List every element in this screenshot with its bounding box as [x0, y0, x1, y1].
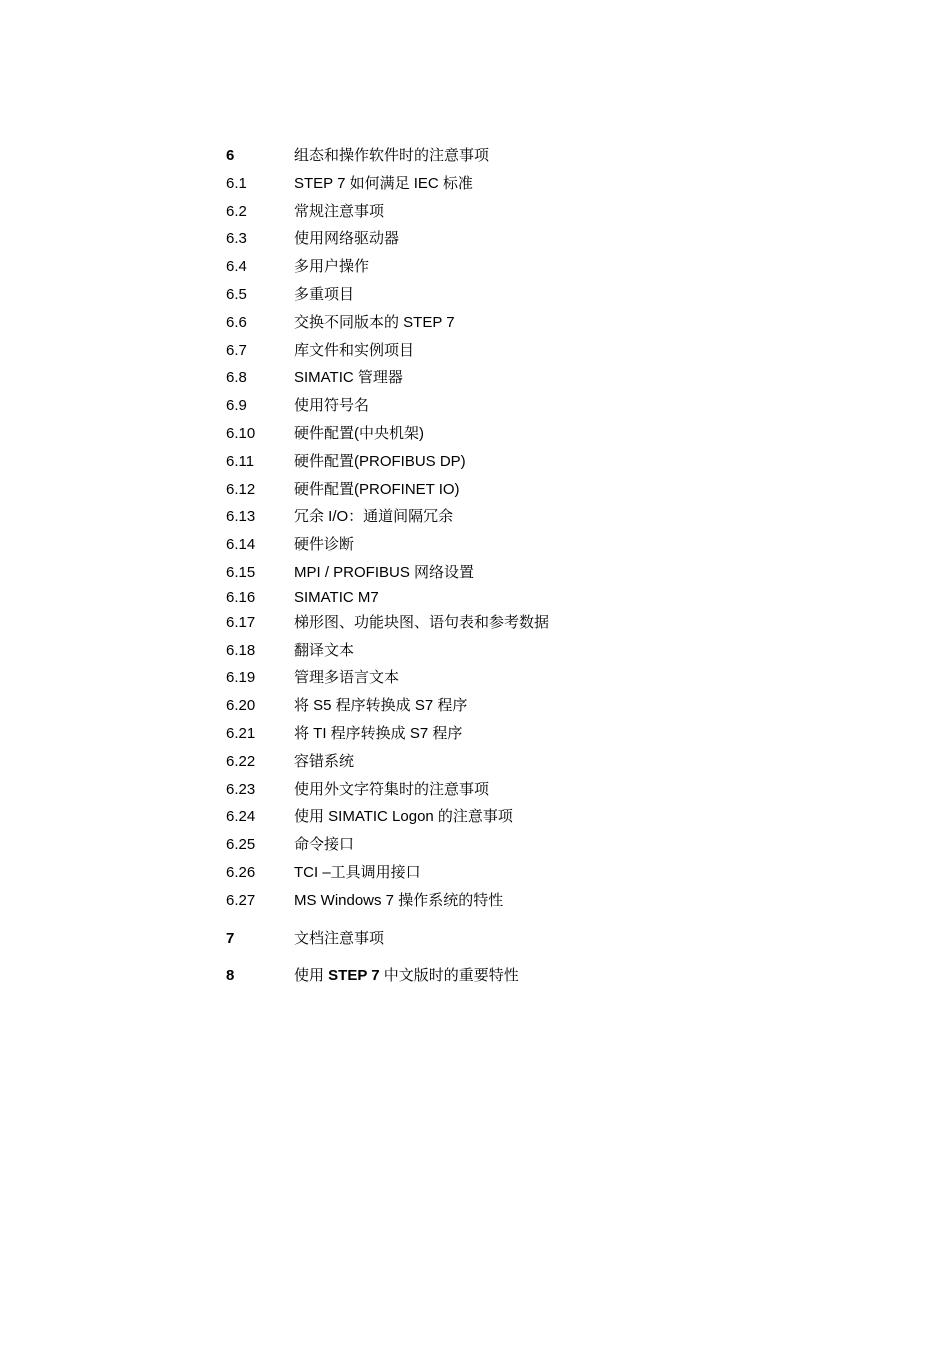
- toc-title: 硬件配置(中央机架): [294, 424, 424, 442]
- toc-entry[interactable]: [226, 637, 786, 665]
- toc-number: 6.13: [226, 508, 256, 526]
- toc-entry[interactable]: [226, 420, 786, 448]
- toc-entry[interactable]: [226, 831, 786, 859]
- toc-title: STEP 7 如何满足 IEC 标准: [294, 174, 473, 192]
- toc-entry[interactable]: [226, 364, 786, 392]
- toc-number: 6: [226, 147, 235, 164]
- toc-title-suffix: 中文版时的重要特性: [379, 967, 519, 985]
- toc-number: 6.19: [226, 669, 256, 687]
- toc-title: 将 TI 程序转换成 S7 程序: [294, 724, 463, 742]
- toc-title: [294, 962, 786, 990]
- toc-entry[interactable]: [226, 559, 786, 587]
- toc-title: 使用外文字符集时的注意事项: [294, 780, 490, 798]
- toc-title: 多重项目: [294, 285, 355, 303]
- toc-title: 多用户操作: [294, 258, 370, 276]
- toc-entry[interactable]: [226, 198, 786, 226]
- toc-number: 6.10: [226, 424, 256, 442]
- toc-entry[interactable]: [226, 589, 786, 606]
- toc-number: 6.21: [226, 724, 256, 742]
- toc-entry[interactable]: [226, 476, 786, 504]
- toc-entry[interactable]: [226, 392, 786, 420]
- toc-entry[interactable]: [226, 337, 786, 365]
- toc-title: SIMATIC M7: [294, 588, 379, 606]
- toc-title: 硬件配置(PROFIBUS DP): [294, 452, 466, 470]
- toc-number: 6.26: [226, 863, 256, 881]
- toc-title: 使用符号名: [294, 397, 370, 415]
- toc-entry[interactable]: [226, 748, 786, 776]
- toc-number: 6.14: [226, 536, 256, 554]
- toc-entry[interactable]: [226, 225, 786, 253]
- toc-entry[interactable]: [226, 253, 786, 281]
- toc-entry[interactable]: [226, 309, 786, 337]
- toc-number: 6.5: [226, 285, 247, 303]
- toc-title: 梯形图、功能块图、语句表和参考数据: [294, 613, 550, 631]
- toc-title: 组态和操作软件时的注意事项: [294, 147, 490, 164]
- toc-number: 6.6: [226, 313, 247, 331]
- toc-number: 6.22: [226, 752, 256, 770]
- toc-title: MPI / PROFIBUS 网络设置: [294, 563, 475, 581]
- toc-number: 6.11: [226, 452, 255, 470]
- toc-entry[interactable]: [226, 609, 786, 637]
- toc-number: 6.27: [226, 891, 256, 909]
- toc-number: 6.3: [226, 230, 247, 248]
- toc-title: 容错系统: [294, 752, 355, 770]
- toc-entry[interactable]: [226, 887, 786, 915]
- toc-number: 6.15: [226, 563, 256, 581]
- table-of-contents: [226, 142, 786, 990]
- toc-number: 6.23: [226, 780, 256, 798]
- toc-title: 硬件配置(PROFINET IO): [294, 480, 460, 498]
- toc-entry[interactable]: [226, 720, 786, 748]
- toc-number: 6.25: [226, 836, 256, 854]
- toc-number: 6.20: [226, 697, 256, 715]
- toc-title-prefix: 使用: [294, 967, 329, 985]
- toc-number: 8: [226, 967, 235, 985]
- toc-title: 命令接口: [294, 836, 355, 854]
- toc-entry[interactable]: [226, 776, 786, 804]
- toc-title: 硬件诊断: [294, 536, 355, 554]
- toc-title: 管理多语言文本: [294, 669, 400, 687]
- toc-title: 使用 SIMATIC Logon 的注意事项: [294, 808, 513, 826]
- toc-number: 6.2: [226, 202, 247, 220]
- toc-entry[interactable]: [226, 664, 786, 692]
- toc-title: 文档注意事项: [294, 929, 385, 947]
- toc-title: 使用网络驱动器: [294, 230, 400, 248]
- toc-chapter-8[interactable]: [226, 962, 786, 990]
- toc-title: 翻译文本: [294, 641, 355, 659]
- toc-entry[interactable]: [226, 170, 786, 198]
- toc-title: TCI –工具调用接口: [294, 863, 421, 881]
- toc-number: 6.24: [226, 808, 256, 826]
- toc-number: 6.18: [226, 641, 256, 659]
- toc-title: 将 S5 程序转换成 S7 程序: [294, 697, 468, 715]
- toc-number: 6.12: [226, 480, 256, 498]
- toc-number: 7: [226, 929, 235, 947]
- toc-entry[interactable]: [226, 281, 786, 309]
- toc-number: 6.9: [226, 397, 247, 415]
- toc-title: SIMATIC 管理器: [294, 369, 403, 387]
- toc-entry[interactable]: [226, 503, 786, 531]
- toc-number: 6.8: [226, 369, 247, 387]
- toc-entry[interactable]: [226, 859, 786, 887]
- toc-chapter-7[interactable]: [226, 925, 786, 953]
- toc-entry[interactable]: [226, 531, 786, 559]
- toc-number: 6.1: [226, 174, 247, 192]
- toc-chapter-6[interactable]: [226, 142, 786, 170]
- toc-title: 交换不同版本的 STEP 7: [294, 313, 455, 331]
- toc-title-product: STEP 7: [328, 967, 380, 985]
- toc-title: 冗余 I/O：通道间隔冗余: [294, 508, 454, 526]
- toc-title: 库文件和实例项目: [294, 341, 415, 359]
- toc-number: 6.17: [226, 613, 256, 631]
- toc-title: 常规注意事项: [294, 202, 385, 220]
- toc-number: 6.4: [226, 258, 247, 276]
- toc-entry[interactable]: [226, 692, 786, 720]
- toc-number: 6.7: [226, 341, 247, 359]
- toc-entry[interactable]: [226, 448, 786, 476]
- toc-number: 6.16: [226, 588, 256, 606]
- toc-entry[interactable]: [226, 803, 786, 831]
- toc-title: MS Windows 7 操作系统的特性: [294, 891, 504, 909]
